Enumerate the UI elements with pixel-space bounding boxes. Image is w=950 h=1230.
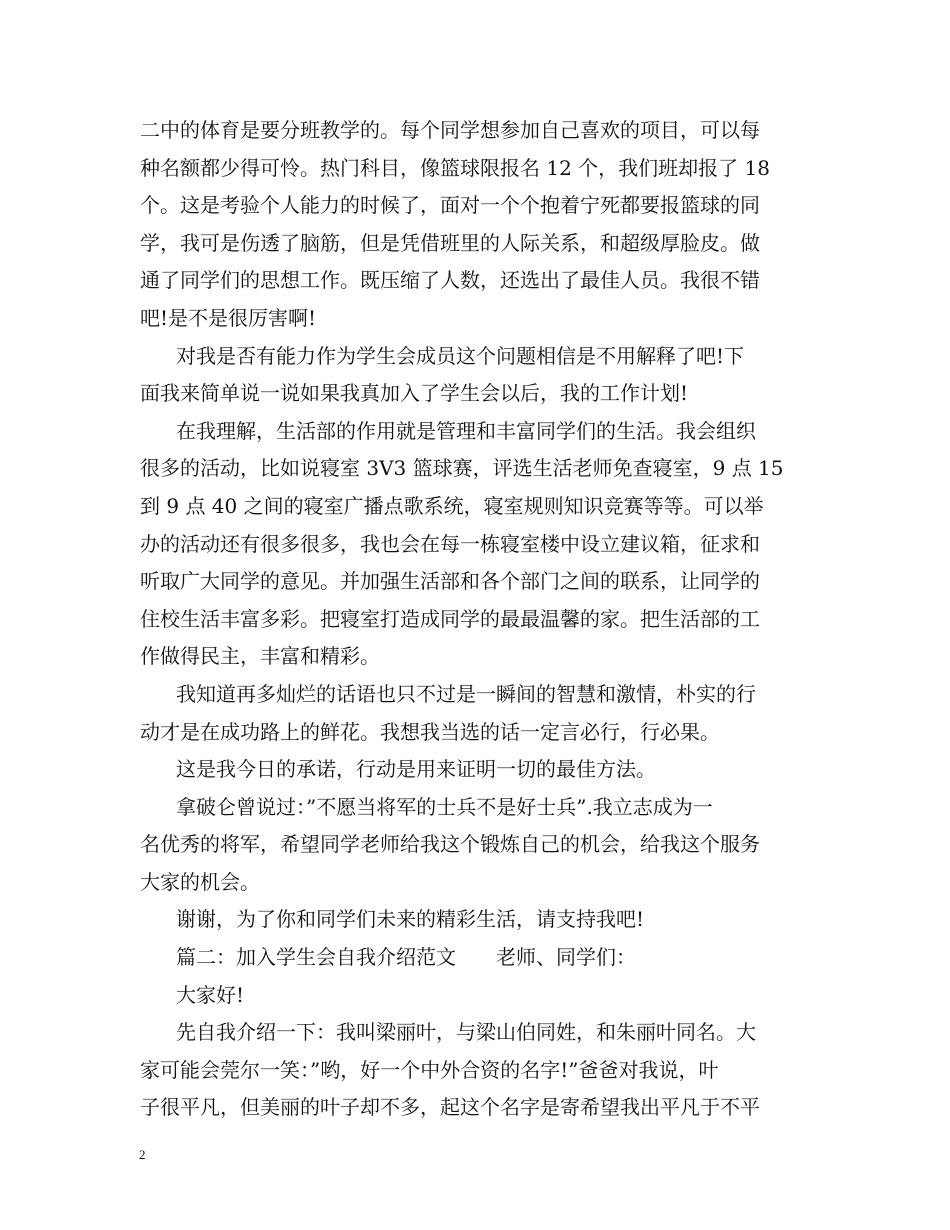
text-line: 办的活动还有很多很多，我也会在每一栋寝室楼中设立建议箱，征求和 [140,531,760,556]
text-line: 动才是在成功路上的鲜花。我想我当选的话一定言必行，行必果。 [140,719,720,744]
text-line: 学，我可是伤透了脑筋，但是凭借班里的人际关系，和超级厚脸皮。做 [140,230,760,255]
text-line: 听取广大同学的意见。并加强生活部和各个部门之间的联系，让同学的 [140,569,760,594]
text-line: 我知道再多灿烂的话语也只不过是一瞬间的智慧和激情，朴实的行 [176,681,756,706]
text-line: 名优秀的将军，希望同学老师给我这个锻炼自己的机会，给我这个服务 [140,832,760,857]
text-line: 很多的活动，比如说寝室 3V3 篮球赛，评选生活老师免查寝室，9 点 15 [140,456,784,481]
text-line: 种名额都少得可怜。热门科目，像篮球限报名 12 个，我们班却报了 18 [140,155,770,180]
text-line: 大家的机会。 [140,869,260,894]
page-number: 2 [139,1147,146,1162]
text-line: 住校生活丰富多彩。把寝室打造成同学的最最温馨的家。把生活部的工 [140,606,760,631]
text-line: 谢谢，为了你和同学们未来的精彩生活，请支持我吧! [176,907,645,932]
text-line: 先自我介绍一下：我叫梁丽叶，与梁山伯同姓，和朱丽叶同名。大 [176,1020,756,1045]
document-body [140,112,820,1127]
text-line: 二中的体育是要分班教学的。每个同学想参加自己喜欢的项目，可以每 [140,118,760,142]
text-line: 个。这是考验个人能力的时候了，面对一个个抱着宁死都要报篮球的同 [140,193,760,218]
text-line: 吧!是不是很厉害啊! [140,305,317,330]
text-line: 在我理解，生活部的作用就是管理和丰富同学们的生活。我会组织 [176,418,756,443]
text-line: 大家好! [176,982,245,1007]
text-line: 作做得民主，丰富和精彩。 [140,644,380,669]
text-line: 这是我今日的承诺，行动是用来证明一切的最佳方法。 [176,757,656,782]
text-line: 对我是否有能力作为学生会成员这个问题相信是不用解释了吧!下 [176,343,745,368]
text-line: 子很平凡，但美丽的叶子却不多，起这个名字是寄希望我出平凡于不平 [140,1095,760,1120]
text-line: 家可能会莞尔一笑：”哟，好一个中外合资的名字!”爸爸对我说，叶 [140,1057,719,1082]
text-line: 篇二：加入学生会自我介绍范文 老师、同学们： [176,945,636,970]
text-line: 到 9 点 40 之间的寝室广播点歌系统，寝室规则知识竞赛等等。可以举 [140,493,764,518]
text-line: 拿破仑曾说过：”不愿当将军的士兵不是好士兵”.我立志成为一 [176,794,713,819]
text-line: 面我来简单说一说如果我真加入了学生会以后，我的工作计划! [140,381,689,406]
text-line: 通了同学们的思想工作。既压缩了人数，还选出了最佳人员。我很不错 [140,268,760,293]
